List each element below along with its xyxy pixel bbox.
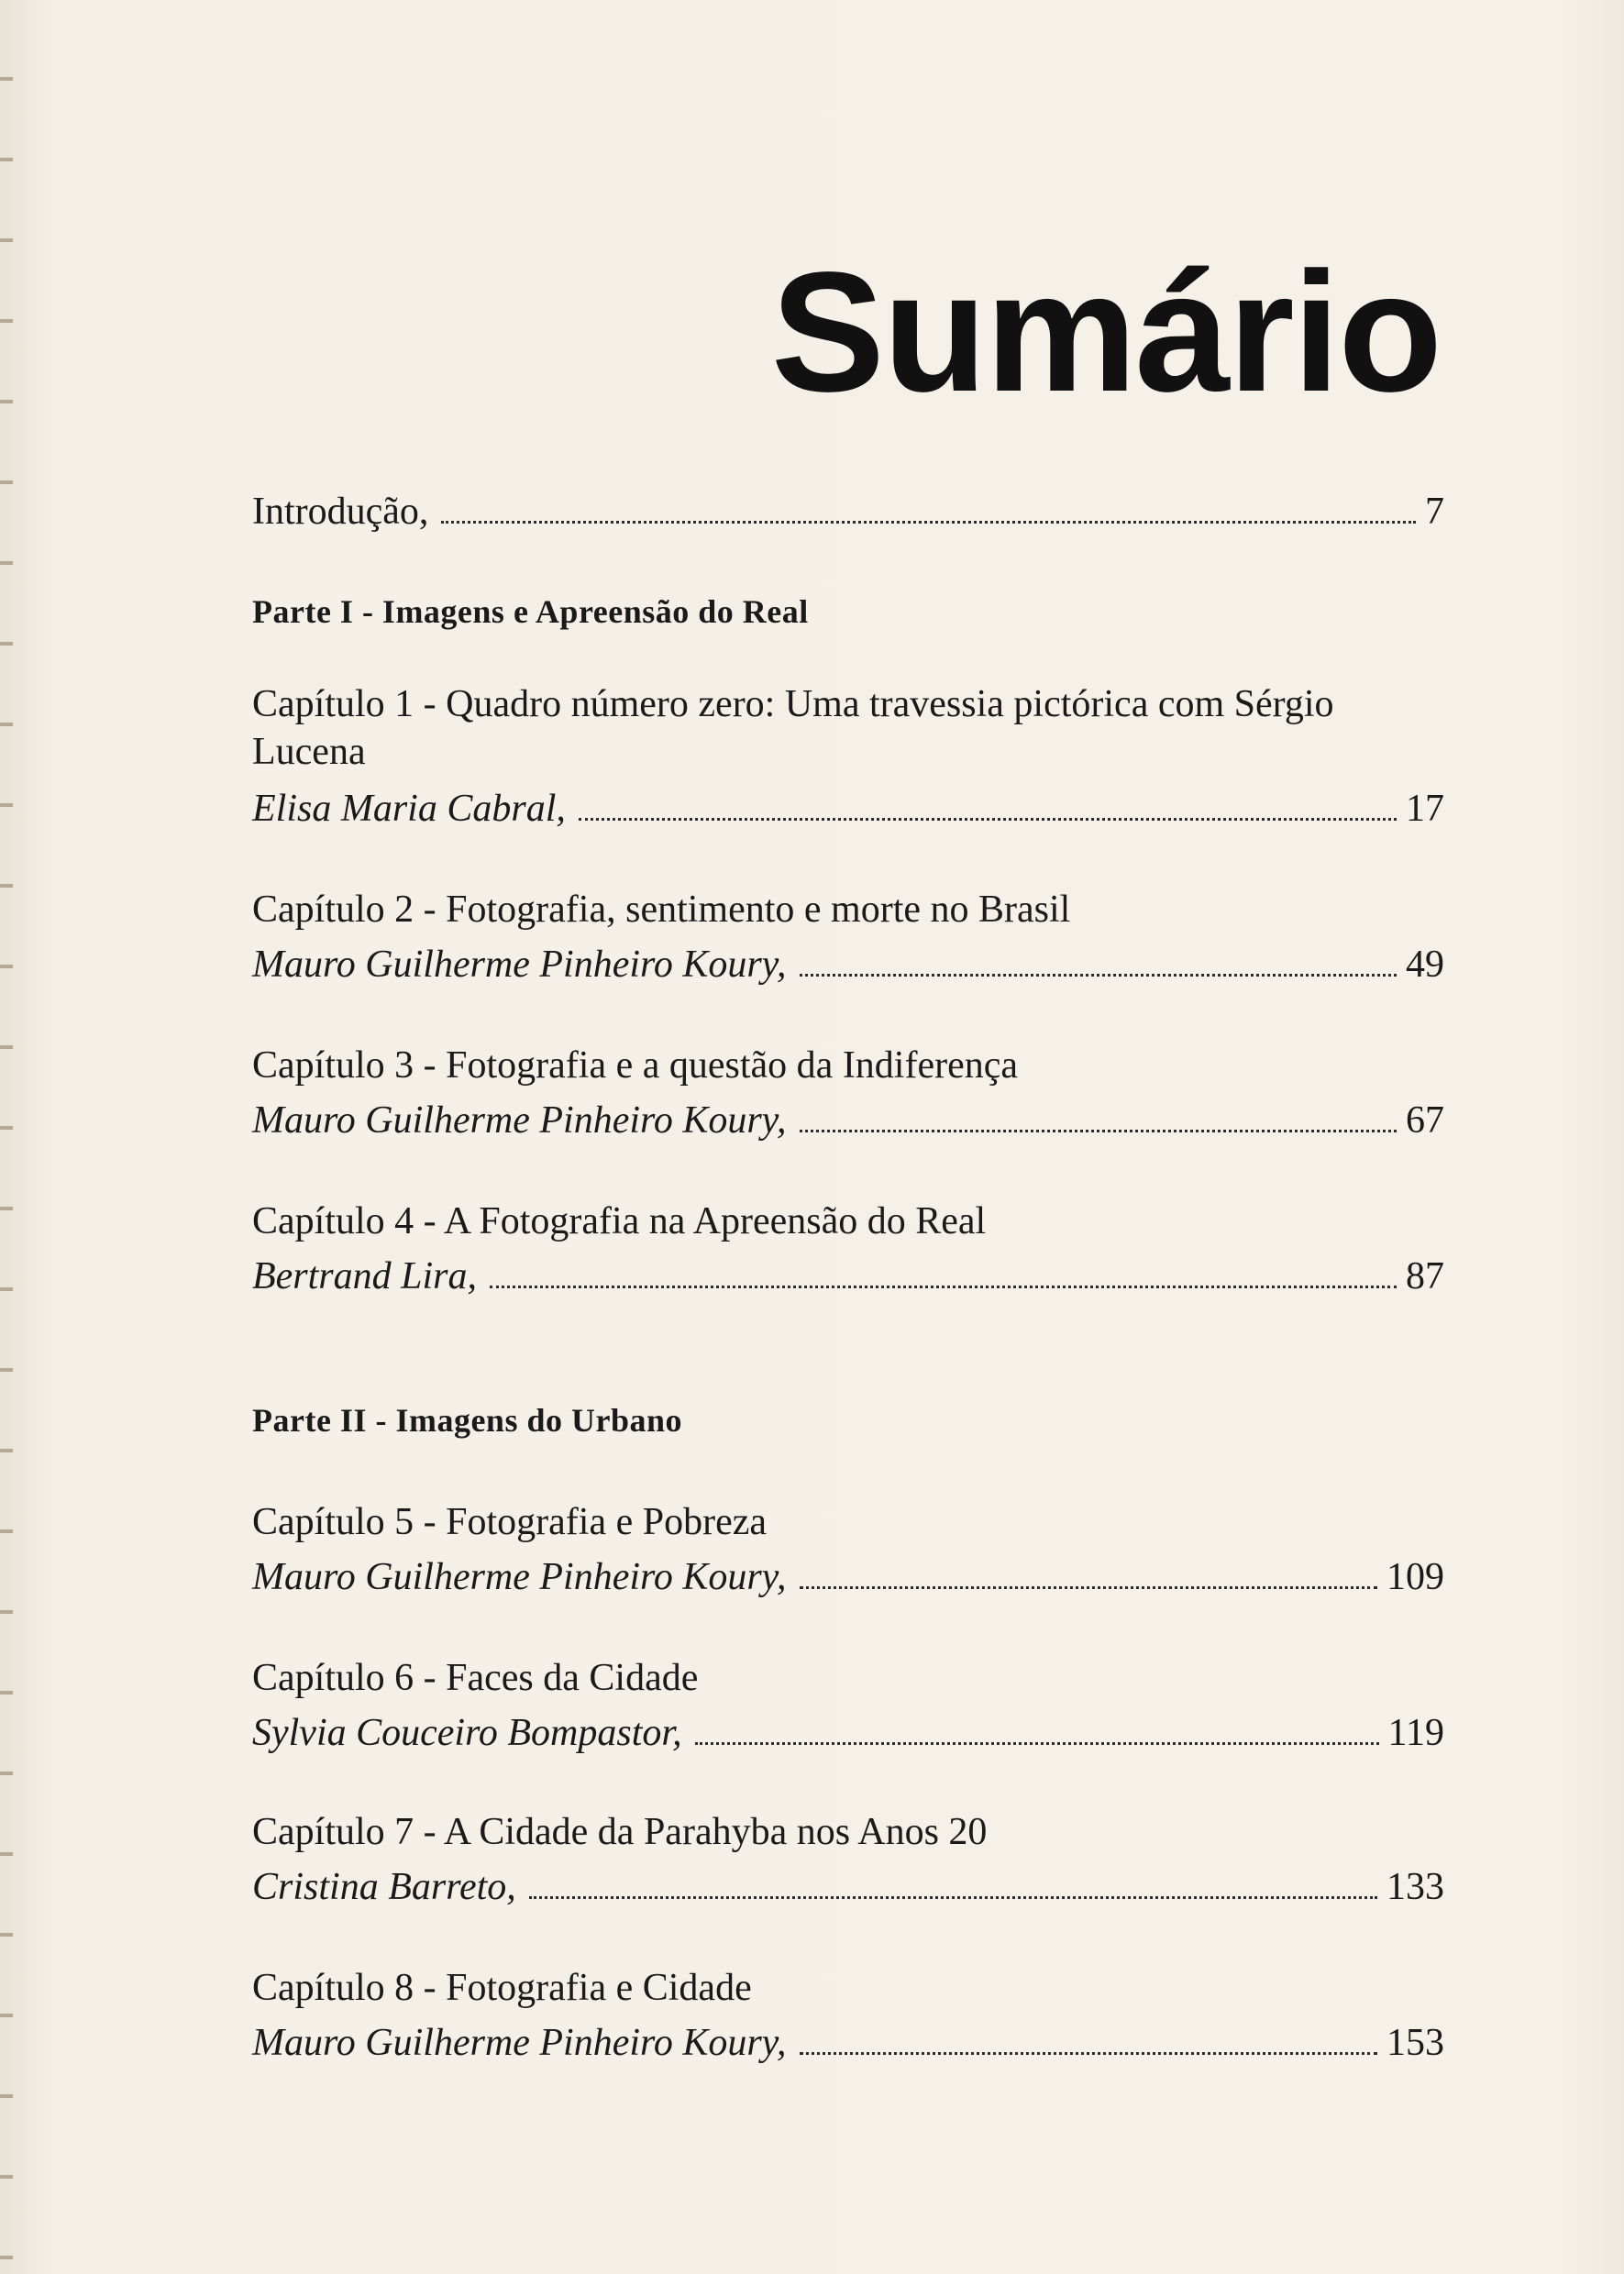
- chapter-title: Capítulo 7 - A Cidade da Parahyba nos Anos 20: [252, 1811, 988, 1853]
- dot-leader: [579, 818, 1397, 821]
- chapter-author: Mauro Guilherme Pinheiro Koury,: [252, 1556, 787, 1598]
- chapter-author-line: [252, 1253, 1444, 1300]
- dot-leader: [800, 1130, 1397, 1132]
- page-number: 153: [1386, 2022, 1444, 2064]
- chapter-author: Mauro Guilherme Pinheiro Koury,: [252, 2022, 787, 2064]
- dot-leader: [695, 1742, 1379, 1745]
- chapter-author-line: [252, 785, 1444, 833]
- chapter-author: Cristina Barreto,: [252, 1866, 516, 1908]
- chapter-title: Capítulo 1 - Quadro número zero: Uma travessia pictórica com Sérgio Lucena: [252, 683, 1334, 773]
- chapter-author: Bertrand Lira,: [252, 1255, 478, 1297]
- chapter-author: Sylvia Couceiro Bompastor,: [252, 1712, 682, 1754]
- page-number: 119: [1387, 1712, 1444, 1754]
- page-number: 133: [1386, 1866, 1444, 1908]
- chapter-author-line: [252, 941, 1444, 988]
- page-number: 109: [1386, 1556, 1444, 1598]
- page-number: 67: [1406, 1099, 1444, 1142]
- chapter-title: Capítulo 4 - A Fotografia na Apreensão do Real: [252, 1200, 987, 1242]
- chapter-author: Mauro Guilherme Pinheiro Koury,: [252, 1099, 787, 1142]
- dot-leader: [800, 1586, 1377, 1589]
- binding-edge: [0, 0, 13, 2274]
- page-title: Sumário: [770, 237, 1441, 427]
- chapter-author: Mauro Guilherme Pinheiro Koury,: [252, 944, 787, 986]
- part-heading: Parte I - Imagens e Apreensão do Real: [252, 593, 809, 630]
- chapter-title: Capítulo 2 - Fotografia, sentimento e morte no Brasil: [252, 889, 1071, 931]
- dot-leader: [800, 974, 1397, 977]
- chapter-title: Capítulo 8 - Fotografia e Cidade: [252, 1967, 752, 2009]
- page-number: 17: [1406, 788, 1444, 830]
- page-number: 87: [1406, 1255, 1444, 1297]
- dot-leader: [529, 1896, 1377, 1899]
- intro-label: Introdução,: [252, 491, 429, 533]
- chapter-author: Elisa Maria Cabral,: [252, 788, 566, 830]
- chapter-title: Capítulo 6 - Faces da Cidade: [252, 1657, 699, 1699]
- chapter-author-line: [252, 1553, 1444, 1601]
- page-number: 49: [1406, 944, 1444, 986]
- chapter-author-line: [252, 1863, 1444, 1911]
- chapter-title: Capítulo 3 - Fotografia e a questão da Indiferença: [252, 1044, 1019, 1087]
- chapter-author-line: [252, 2019, 1444, 2067]
- toc-entry-introducao: [252, 488, 1444, 535]
- dot-leader: [441, 521, 1416, 524]
- chapter-title: Capítulo 5 - Fotografia e Pobreza: [252, 1501, 768, 1543]
- page-number: 7: [1425, 491, 1444, 533]
- chapter-author-line: [252, 1709, 1444, 1757]
- chapter-author-line: [252, 1097, 1444, 1144]
- dot-leader: [800, 2052, 1377, 2055]
- dot-leader: [490, 1286, 1397, 1288]
- part-heading: Parte II - Imagens do Urbano: [252, 1402, 682, 1439]
